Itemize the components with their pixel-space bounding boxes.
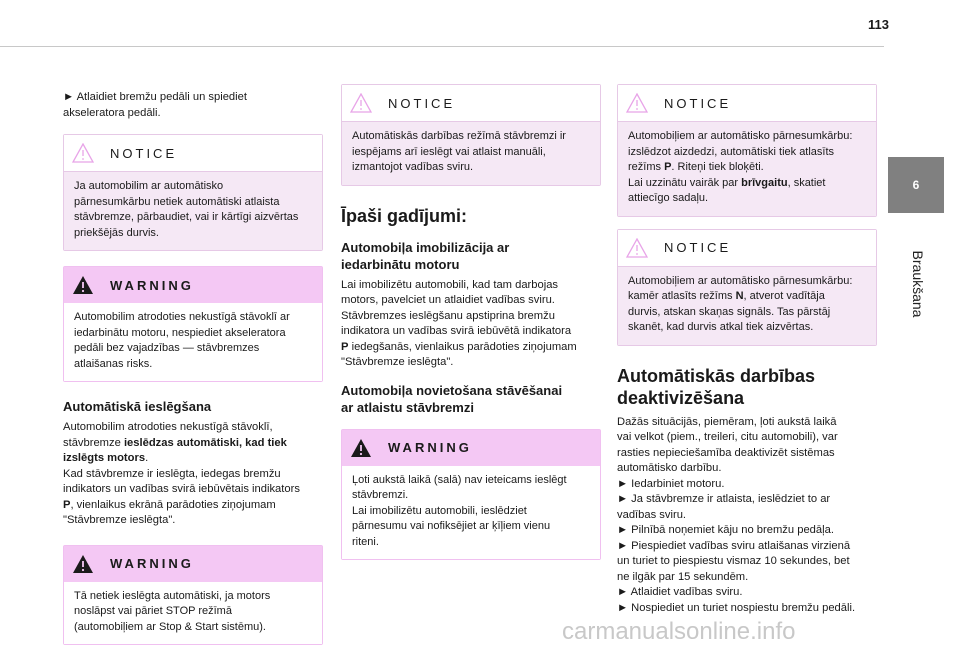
notice-body: Automobiļiem ar automātisko pārnesumkārbu: kamēr atlasīts režīms N, atverot vadītāja durvis, atskan skaņas signāls. Tas pārstāj skanēt, kad durvis atkal tiek aizvērtas. <box>618 267 876 345</box>
chapter-tab[interactable] <box>888 157 944 213</box>
immobilisation-text: Lai imobilizētu automobili, kad tam darbojas motors, pavelciet un atlaidiet vadības sviru. Stāvbremzes ieslēgšanu apstiprina bremžu indikatora un vadības svirā iebūvētā indikatora P iedegšanās, vienlaikus parādoties ziņojumam "Stāvbremze ieslēgta". <box>341 278 577 368</box>
notice-box-neutral <box>617 229 877 346</box>
warning-body: Ļoti aukstā laikā (salā) nav ieteicams ieslēgt stāvbremzi. Lai imobilizētu automobili, ieslēdziet pārnesumu vai nofiksējiet ar ķīļiem vienu riteni. <box>342 466 600 560</box>
subheading-immobilisation: Automobiļa imobilizācija ar iedarbinātu motoru <box>341 239 510 272</box>
notice-header <box>618 85 876 122</box>
warning-box-cold-weather <box>341 429 601 561</box>
notice-box-ignition-off <box>617 84 877 217</box>
warning-header <box>64 267 322 303</box>
warning-triangle-icon <box>72 275 94 295</box>
warning-box-stop-start <box>63 545 323 646</box>
notice-body: Ja automobilim ar automātisko pārnesumkārbu netiek automātiski atlaista stāvbremze, pārbaudiet, vai ir kārtīgi aizvērtas priekšējās durvis. <box>64 172 322 250</box>
notice-label: NOTICE <box>110 145 178 161</box>
warning-label: WARNING <box>388 440 472 455</box>
notice-box-manual <box>341 84 601 186</box>
column-2 <box>341 84 601 560</box>
watermark: carmanualsonline.info <box>562 618 796 645</box>
warning-triangle-icon <box>72 554 94 574</box>
notice-triangle-icon <box>626 93 648 113</box>
chapter-number: 6 <box>912 178 920 192</box>
notice-triangle-icon <box>350 93 372 113</box>
page-number: 113 <box>868 17 889 32</box>
notice-triangle-icon <box>626 238 648 258</box>
warning-label: WARNING <box>110 556 194 571</box>
warning-label: WARNING <box>110 277 194 293</box>
chapter-label <box>906 224 930 344</box>
top-divider <box>0 46 884 47</box>
deactivation-title: Automātiskās darbības deaktivizēšana <box>617 365 816 408</box>
chapter-title: Braukšana <box>910 250 926 318</box>
notice-header <box>342 85 600 122</box>
section-heading-automatic-engagement: Automātiskā ieslēgšana <box>63 399 212 414</box>
warning-box-accelerator <box>63 266 323 382</box>
subheading-parking-released: Automobiļa novietošana stāvēšanai ar atlaistu stāvbremzi <box>341 382 563 415</box>
notice-header <box>618 230 876 267</box>
warning-triangle-icon <box>350 438 372 458</box>
column-3 <box>617 84 877 616</box>
special-cases-title: Īpaši gadījumi: <box>341 205 468 226</box>
warning-header <box>64 546 322 582</box>
warning-body: Automobilim atrodoties nekustīgā stāvoklī ar iedarbinātu motoru, nespiediet akseleratora pedāli bez vajadzības — stāvbremzes atlaišanas risks. <box>64 303 322 381</box>
notice-body: Automātiskās darbības režīmā stāvbremzi ir iespējams arī ieslēgt vai atlaist manuāli, izmantojot vadības sviru. <box>342 122 600 185</box>
automatic-engagement-text: Automobilim atrodoties nekustīgā stāvoklī, stāvbremze ieslēdzas automātiski, kad tiek izslēgts motors. Kad stāvbremze ir ieslēgta, iedegas bremžu indikators un vadības svirā iebūvētais indikators P, vienlaikus ekrānā parādoties ziņojumam "Stāvbremze ieslēgta". <box>63 421 300 526</box>
notice-header <box>64 135 322 172</box>
notice-label: NOTICE <box>664 240 732 255</box>
notice-body: Automobiļiem ar automātisko pārnesumkārbu: izslēdzot aizdedzi, automātiski tiek atlasīts režīms P. Riteņi tiek bloķēti. Lai uzzinātu vairāk par brīvgaitu, skatiet attiecīgo sadaļu. <box>618 122 876 216</box>
warning-header <box>342 430 600 466</box>
notice-label: NOTICE <box>388 95 456 111</box>
warning-body: Tā netiek ieslēgta automātiski, ja motors noslāpst vai pāriet STOP režīmā (automobiļiem ar Stop & Start sistēmu). <box>64 582 322 645</box>
intro-text: ► Atlaidiet bremžu pedāli un spiediet akseleratora pedāli. <box>63 91 247 119</box>
notice-label: NOTICE <box>664 95 732 111</box>
deactivation-text: Dažās situācijās, piemēram, ļoti aukstā laikā vai velkot (piem., treileri, citu automobili), var rasties nepieciešamība deaktivizēt sistēmas automātisko darbību. ► Iedarbiniet motoru. ► Ja stāvbremze ir atlaista, ieslēdziet to ar vadības sviru. ► Pilnībā noņemiet kāju no bremžu pedāļa. ► Piespiediet vadības sviru atlaišanas virzienā un turiet to piespiestu vismaz 10 sekundes, bet ne ilgāk par 15 sekundēm. ► Atlaidiet vadības sviru. ► Nospiediet un turiet nospiestu bremžu pedāli. <box>617 415 856 614</box>
column-1 <box>63 90 323 645</box>
notice-box-parking-brake <box>63 134 323 251</box>
notice-triangle-icon <box>72 143 94 163</box>
